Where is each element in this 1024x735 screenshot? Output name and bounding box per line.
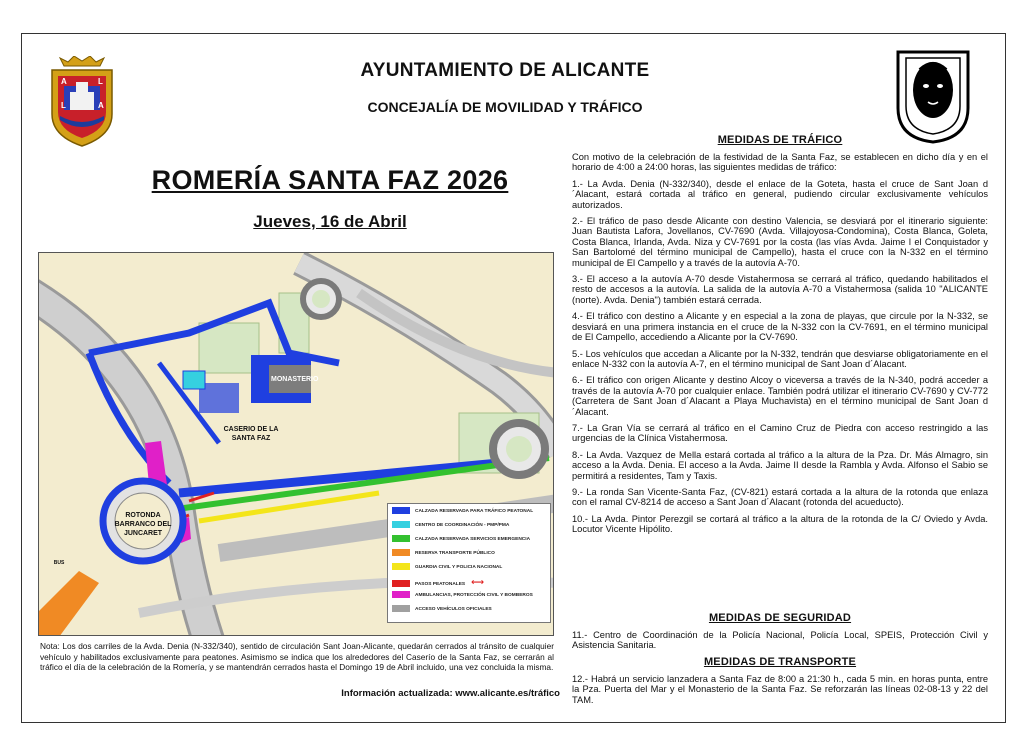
caserio-label: CASERIO DE LA SANTA FAZ <box>223 426 279 442</box>
monasterio-label: MONASTERIO <box>271 376 319 383</box>
legend-label: PASOS PEATONALES <box>415 582 466 587</box>
legend-item <box>392 548 548 560</box>
legend-swatch <box>392 507 410 514</box>
legend-item <box>392 506 548 518</box>
legend-item <box>392 590 548 602</box>
event-date: Jueves, 16 de Abril <box>253 212 407 231</box>
rotonda-label: ROTONDA BARRANCO DEL JUNCARET <box>114 512 172 537</box>
traffic-item: 3.- El acceso a la autovía A-70 desde Vistahermosa se cerrará al tráfico, quedando habilitados el resto de accesos a la autovía. La salida de la autovía A-70 a Vistahermosa (salida 10 "ALICANTE (norte). Avda. Denia") también estará cerrada. <box>572 274 988 305</box>
transport-heading: MEDIDAS DE TRANSPORTE <box>703 656 857 668</box>
security-heading: MEDIDAS DE SEGURIDAD <box>708 612 852 624</box>
legend-label: ACCESO VEHÍCULOS OFICIALES <box>415 607 492 612</box>
legend-swatch <box>392 605 410 612</box>
crest-letter: L <box>98 77 103 86</box>
traffic-item: 6.- El tráfico con origen Alicante y destino Alcoy o viceversa a través de la N-340, podrá acceder a través de la autovía A-70 por cualquier enlace. También podrá utilizar el itinerario CV-7690 y CV-772 (Carretera de Sant Joan d´Alacant a Playa Muchavista) en el término municipal de Sant Joan d´Alacant. <box>572 375 988 417</box>
legend-swatch <box>392 535 410 542</box>
department-subtitle: CONCEJALÍA DE MOVILIDAD Y TRÁFICO <box>367 99 643 115</box>
info-link: Información actualizada: www.alicante.es/tráfico <box>341 688 560 699</box>
transport-text: 12.- Habrá un servicio lanzadera a Santa Faz de 8:00 a 21:30 h., cada 5 min. en horas punta, entre la Pza. Puerta del Mar y el Monasterio de la Santa Faz. Se reforzarán las líneas 02-08-13 y 22 del TAM. <box>572 674 988 705</box>
crest-letter: A <box>61 77 67 86</box>
security-text: 11.- Centro de Coordinación de la Policía Nacional, Policía Local, SPEIS, Protección Civil y Asistencia Sanitaria. <box>572 630 988 651</box>
crest-letter: A <box>98 101 104 110</box>
legend-swatch <box>392 549 410 556</box>
legend-item <box>392 604 548 616</box>
traffic-item: 5.- Los vehículos que accedan a Alicante por la N-332, tendrán que desviarse obligatoriamente en el enlace N-332 con la autovía A-7, en el término municipal de Sant Joan d´Alacant. <box>572 348 988 369</box>
traffic-intro: Con motivo de la celebración de la festividad de la Santa Faz, se establecen en dicho día y en el horario de 4:00 a 24:00 horas, las siguientes medidas de tráfico: <box>572 152 988 173</box>
traffic-item: 2.- El tráfico de paso desde Alicante con destino Valencia, se desviará por el itinerario siguiente: Juan Bautista Lafora, Jovellanos, CV-7690 (Avda. Villajoyosa-Condomina), Costa Blanca, Goleta, Costa Blanca, Irlanda, Avda. Niza y CV-7691 por la costa (las vías Avda. Jaime I el Conquistador y San Bartolomé del término municipal de Campello), hasta el cruce con la N-332 en el término municipal de El Campello y a través de la autovía A-70. <box>572 216 988 268</box>
legend-label: GUARDIA CIVIL Y POLICIA NACIONAL <box>415 565 503 570</box>
legend-item <box>392 576 548 588</box>
alicante-coat-of-arms <box>44 56 120 148</box>
santa-faz-emblem <box>892 48 974 144</box>
traffic-item: 8.- La Avda. Vazquez de Mella estará cortada al tráfico a la altura de la Pza. Dr. Más Almagro, sin acceso a la Avda. Denia. El acceso a la Avda. Jaime II desde la Rambla y Avda. Alfonso el Sabio se permitirá a residentes, Tam y Taxis. <box>572 449 988 481</box>
arrow-icon: ⟷ <box>471 577 485 587</box>
legend-swatch <box>392 591 410 598</box>
legend-label: AMBULANCIAS, PROTECCIÓN CIVIL Y BOMBEROS <box>415 593 533 598</box>
legend-item <box>392 562 548 574</box>
traffic-item: 7.- La Gran Vía se cerrará al tráfico en el Camino Cruz de Piedra con acceso restringido a las urgencias de la Clínica Vistahermosa. <box>572 422 988 444</box>
legend-swatch <box>392 580 410 587</box>
map-note: Nota: Los dos carriles de la Avda. Denia (N-332/340), sentido de circulación Sant Joan-Alicante, quedarán cerrados al tránsito de cualquier vehículo y habilitados exclusivamente para peatones. Asimismo se indica que los alrededores del Caserío de la Santa Faz, se cerrarán al tráfico el día de la celebración de la Romería, y se mantendrán cerrados hasta el Domingo 19 de Abril incluido, una vez concluida la misma. <box>40 641 554 672</box>
event-title: ROMERÍA SANTA FAZ 2026 <box>151 165 509 195</box>
traffic-measures <box>572 152 988 535</box>
crest-letter: L <box>61 101 66 110</box>
legend-swatch <box>392 563 410 570</box>
legend-label: RESERVA TRANSPORTE PÚBLICO <box>415 551 495 556</box>
legend-label: CALZADA RESERVADA SERVICIOS EMERGENCIA <box>415 537 531 542</box>
legend-label: CALZADA RESERVADA PARA TRÁFICO PEATONAL <box>415 509 534 514</box>
traffic-map <box>38 252 554 636</box>
legend-item <box>392 534 548 546</box>
traffic-item: 4.- El tráfico con destino a Alicante y en especial a la zona de playas, que circule por la N-332, se desviará en una primera instancia en el cruce de la N-332 con la CV-7691, en el término municipal de El Campello, accediendo a Alicante por la CV-7690. <box>572 311 988 343</box>
legend-swatch <box>392 521 410 528</box>
map-legend <box>387 503 551 623</box>
traffic-item: 9.- La ronda San Vicente-Santa Faz, (CV-821) estará cortada a la altura de la rotonda que enlaza con el ramal CV-8214 de acceso a Sant Joan d´Alacant (rotonda del acueducto). <box>572 486 988 508</box>
legend-label: CENTRO DE COORDINACIÓN - PMP/PMA <box>415 523 510 528</box>
legend-item <box>392 520 548 532</box>
traffic-item: 10.- La Avda. Pintor Perezgil se cortará al tráfico a la altura de la rotonda de la C/ Oviedo y Avda. Locutor Vicente Hipólito. <box>572 513 988 535</box>
bus-label: BUS <box>53 560 65 566</box>
traffic-heading: MEDIDAS DE TRÁFICO <box>717 134 843 146</box>
organization-title: AYUNTAMIENTO DE ALICANTE <box>360 60 650 81</box>
traffic-item: 1.- La Avda. Denia (N-332/340), desde el enlace de la Goteta, hasta el cruce de Sant Joan d´Alacant, estará cortada al tráfico en general, pudiendo circular exclusivamente vehículos autorizados. <box>572 178 988 210</box>
